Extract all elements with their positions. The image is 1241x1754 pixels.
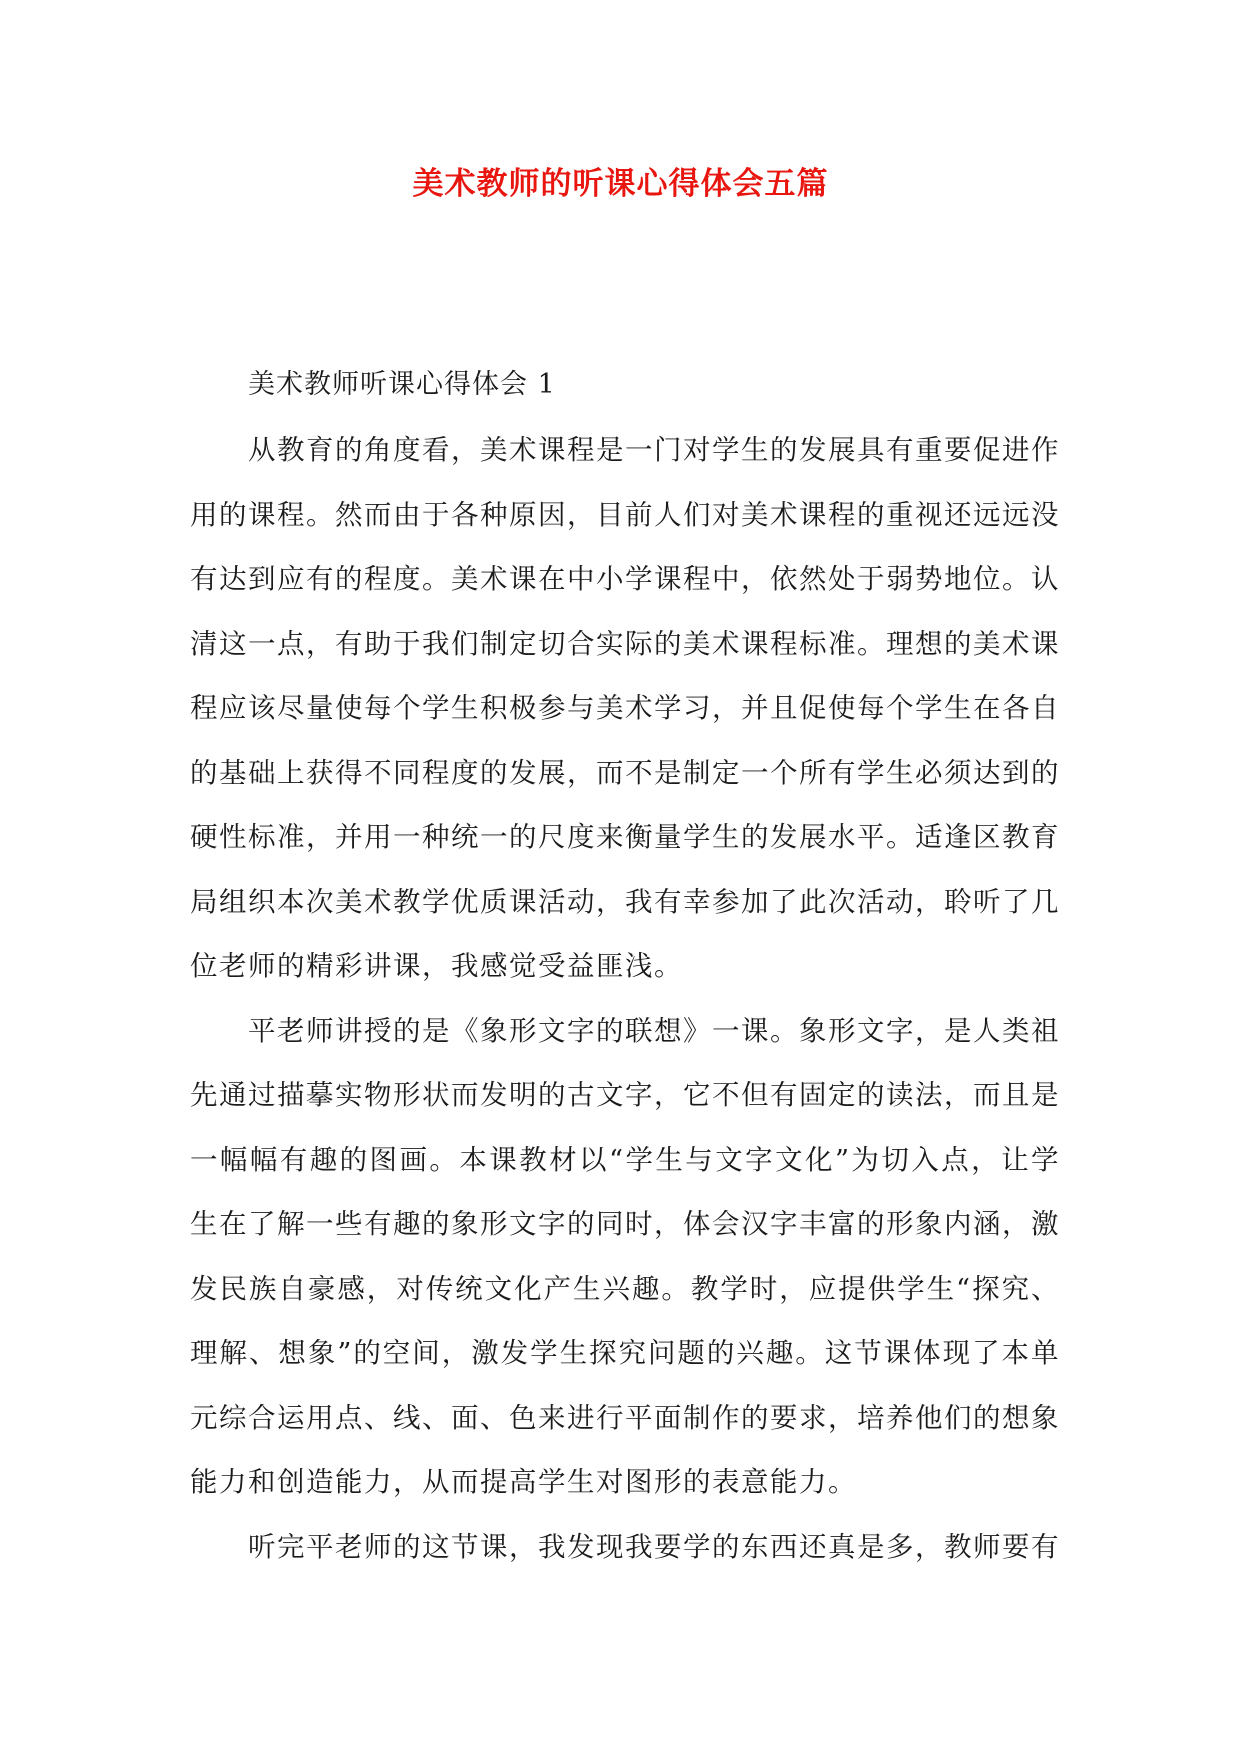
document-body	[190, 418, 1060, 1579]
section-heading: 美术教师听课心得体会 1	[248, 369, 556, 400]
paragraph-3: 听完平老师的这节课，我发现我要学的东西还真是多，教师要有	[248, 1530, 1060, 1563]
paragraph-1: 从教育的角度看，美术课程是一门对学生的发展具有重要促进作用的课程。然而由于各种原因，目前人们对美术课程的重视还远远没有达到应有的程度。美术课在中小学课程中，依然处于弱势地位。认清这一点，有助于我们制定切合实际的美术课程标准。理想的美术课程应该尽量使每个学生积极参与美术学习，并且促使每个学生在各自的基础上获得不同程度的发展，而不是制定一个所有学生必须达到的硬性标准，并用一种统一的尺度来衡量学生的发展水平。适逢区教育局组织本次美术教学优质课活动，我有幸参加了此次活动，聆听了几位老师的精彩讲课，我感觉受益匪浅。	[190, 434, 1060, 982]
document-title: 美术教师的听课心得体会五篇	[412, 166, 829, 202]
paragraph-2: 平老师讲授的是《象形文字的联想》一课。象形文字，是人类祖先通过描摹实物形状而发明的古文字，它不但有固定的读法，而且是一幅幅有趣的图画。本课教材以“学生与文字文化”为切入点，让学生在了解一些有趣的象形文字的同时，体会汉字丰富的形象内涵，激发民族自豪感，对传统文化产生兴趣。教学时，应提供学生“探究、理解、想象”的空间，激发学生探究问题的兴趣。这节课体现了本单元综合运用点、线、面、色来进行平面制作的要求，培养他们的想象能力和创造能力，从而提高学生对图形的表意能力。	[190, 1014, 1060, 1498]
